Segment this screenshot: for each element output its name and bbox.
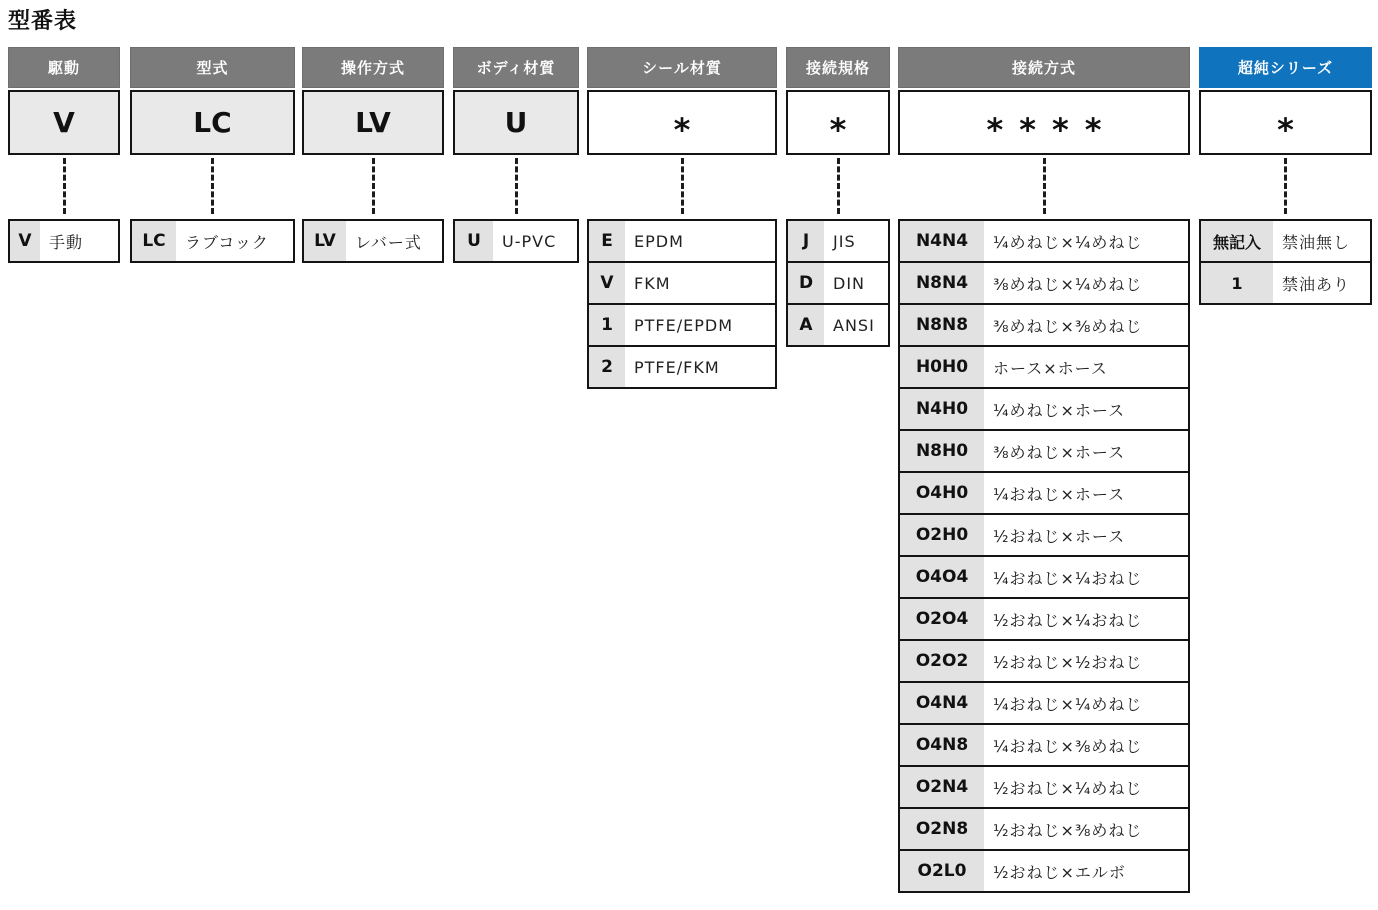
option-row bbox=[900, 303, 1188, 345]
code-value-cell: * bbox=[587, 90, 777, 155]
option-label: ½おねじ×⅜めねじ bbox=[993, 820, 1143, 840]
column-body-material bbox=[453, 47, 579, 263]
option-row bbox=[589, 345, 775, 387]
option-label: 禁油あり bbox=[1282, 274, 1351, 294]
options-table bbox=[898, 219, 1190, 893]
option-row bbox=[900, 471, 1188, 513]
option-label: ½おねじ×¼おねじ bbox=[993, 610, 1143, 630]
code-value-cell: * bbox=[1199, 90, 1372, 155]
column-header: 接続方式 bbox=[898, 47, 1190, 88]
option-label: ½おねじ×ホース bbox=[993, 526, 1126, 546]
code-value-cell: U bbox=[453, 90, 579, 155]
option-label: DIN bbox=[833, 273, 866, 293]
page-title: 型番表 bbox=[8, 9, 78, 34]
option-code: O2N8 bbox=[900, 809, 984, 849]
option-row bbox=[900, 387, 1188, 429]
option-code: V bbox=[10, 221, 40, 261]
column-connection-standard bbox=[786, 47, 890, 347]
options-table bbox=[1199, 219, 1372, 305]
code-value-cell: **** bbox=[898, 90, 1190, 155]
option-row bbox=[788, 221, 888, 261]
option-row bbox=[900, 555, 1188, 597]
connector-dashed-line bbox=[372, 158, 375, 214]
option-label: 禁油無し bbox=[1282, 232, 1351, 252]
option-code: N4H0 bbox=[900, 389, 984, 429]
code-value-cell: V bbox=[8, 90, 120, 155]
option-label: PTFE/EPDM bbox=[634, 315, 734, 335]
option-row bbox=[788, 261, 888, 303]
option-code: O4H0 bbox=[900, 473, 984, 513]
options-table bbox=[786, 219, 890, 347]
option-label: ¼おねじ×¼おねじ bbox=[993, 568, 1143, 588]
option-code: O2O2 bbox=[900, 641, 984, 681]
option-row bbox=[900, 429, 1188, 471]
option-code: N8N4 bbox=[900, 263, 984, 303]
option-label: U-PVC bbox=[502, 231, 557, 251]
options-table bbox=[587, 219, 777, 389]
column-connection-method bbox=[898, 47, 1190, 893]
option-code: A bbox=[788, 305, 824, 345]
option-label: レバー式 bbox=[355, 232, 422, 252]
option-code: N4N4 bbox=[900, 221, 984, 261]
column-drive bbox=[8, 47, 120, 263]
options-table bbox=[302, 219, 444, 263]
option-label: ½おねじ×¼めねじ bbox=[993, 778, 1143, 798]
column-header: シール材質 bbox=[587, 47, 777, 88]
option-code: O4O4 bbox=[900, 557, 984, 597]
option-code: 無記入 bbox=[1201, 221, 1273, 261]
option-row bbox=[900, 849, 1188, 891]
column-seal-material bbox=[587, 47, 777, 389]
option-row bbox=[900, 639, 1188, 681]
option-label: ANSI bbox=[833, 315, 875, 335]
option-label: ½おねじ×エルボ bbox=[993, 862, 1126, 882]
option-row bbox=[455, 221, 577, 261]
option-code: O4N4 bbox=[900, 683, 984, 723]
options-table bbox=[130, 219, 295, 263]
option-code: 1 bbox=[589, 305, 625, 345]
column-header: 操作方式 bbox=[302, 47, 444, 88]
column-ultra-pure-series bbox=[1199, 47, 1372, 305]
option-label: ¼おねじ×ホース bbox=[993, 484, 1126, 504]
column-header: 超純シリーズ bbox=[1199, 47, 1372, 88]
option-code: U bbox=[455, 221, 493, 261]
option-row bbox=[132, 221, 293, 261]
option-code: N8H0 bbox=[900, 431, 984, 471]
option-label: ¼おねじ×¼めねじ bbox=[993, 694, 1143, 714]
option-row bbox=[900, 807, 1188, 849]
option-label: ¼めねじ×ホース bbox=[993, 400, 1126, 420]
option-label: FKM bbox=[634, 273, 671, 293]
option-row bbox=[10, 221, 118, 261]
option-row bbox=[589, 303, 775, 345]
option-code: 2 bbox=[589, 347, 625, 387]
option-row bbox=[900, 681, 1188, 723]
column-operation-method bbox=[302, 47, 444, 263]
column-header: ボディ材質 bbox=[453, 47, 579, 88]
connector-dashed-line bbox=[837, 158, 840, 214]
option-code: O4N8 bbox=[900, 725, 984, 765]
option-code: O2O4 bbox=[900, 599, 984, 639]
option-label: ホース×ホース bbox=[993, 358, 1108, 378]
option-row bbox=[1201, 261, 1370, 303]
option-row bbox=[900, 513, 1188, 555]
column-header: 型式 bbox=[130, 47, 295, 88]
option-label: 手動 bbox=[49, 232, 84, 252]
option-code: LC bbox=[132, 221, 176, 261]
column-header: 駆動 bbox=[8, 47, 120, 88]
option-code: V bbox=[589, 263, 625, 303]
option-row bbox=[1201, 221, 1370, 261]
code-value-cell: * bbox=[786, 90, 890, 155]
option-row bbox=[900, 261, 1188, 303]
option-row bbox=[304, 221, 442, 261]
option-row bbox=[900, 723, 1188, 765]
option-label: PTFE/FKM bbox=[634, 357, 720, 377]
option-label: ラブコック bbox=[185, 232, 269, 252]
connector-dashed-line bbox=[63, 158, 66, 214]
option-label: ⅜めねじ×ホース bbox=[993, 442, 1126, 462]
option-code: O2H0 bbox=[900, 515, 984, 555]
option-code: O2L0 bbox=[900, 851, 984, 891]
option-row bbox=[900, 345, 1188, 387]
column-header: 接続規格 bbox=[786, 47, 890, 88]
option-code: 1 bbox=[1201, 263, 1273, 303]
column-type bbox=[130, 47, 295, 263]
option-code: E bbox=[589, 221, 625, 261]
option-code: D bbox=[788, 263, 824, 303]
option-code: LV bbox=[304, 221, 346, 261]
option-label: ⅜めねじ×⅜めねじ bbox=[993, 316, 1143, 336]
options-table bbox=[8, 219, 120, 263]
option-row bbox=[900, 597, 1188, 639]
connector-dashed-line bbox=[681, 158, 684, 214]
option-row bbox=[589, 261, 775, 303]
option-row bbox=[900, 221, 1188, 261]
option-code: O2N4 bbox=[900, 767, 984, 807]
option-label: JIS bbox=[833, 231, 856, 251]
option-label: ¼めねじ×¼めねじ bbox=[993, 232, 1143, 252]
connector-dashed-line bbox=[211, 158, 214, 214]
option-label: ⅜めねじ×¼めねじ bbox=[993, 274, 1143, 294]
code-value-cell: LC bbox=[130, 90, 295, 155]
option-code: H0H0 bbox=[900, 347, 984, 387]
option-code: J bbox=[788, 221, 824, 261]
options-table bbox=[453, 219, 579, 263]
connector-dashed-line bbox=[1284, 158, 1287, 214]
connector-dashed-line bbox=[1043, 158, 1046, 214]
option-code: N8N8 bbox=[900, 305, 984, 345]
option-row bbox=[589, 221, 775, 261]
option-row bbox=[788, 303, 888, 345]
option-label: ¼おねじ×⅜めねじ bbox=[993, 736, 1143, 756]
option-label: EPDM bbox=[634, 231, 684, 251]
connector-dashed-line bbox=[515, 158, 518, 214]
option-label: ½おねじ×½おねじ bbox=[993, 652, 1143, 672]
code-value-cell: LV bbox=[302, 90, 444, 155]
option-row bbox=[900, 765, 1188, 807]
